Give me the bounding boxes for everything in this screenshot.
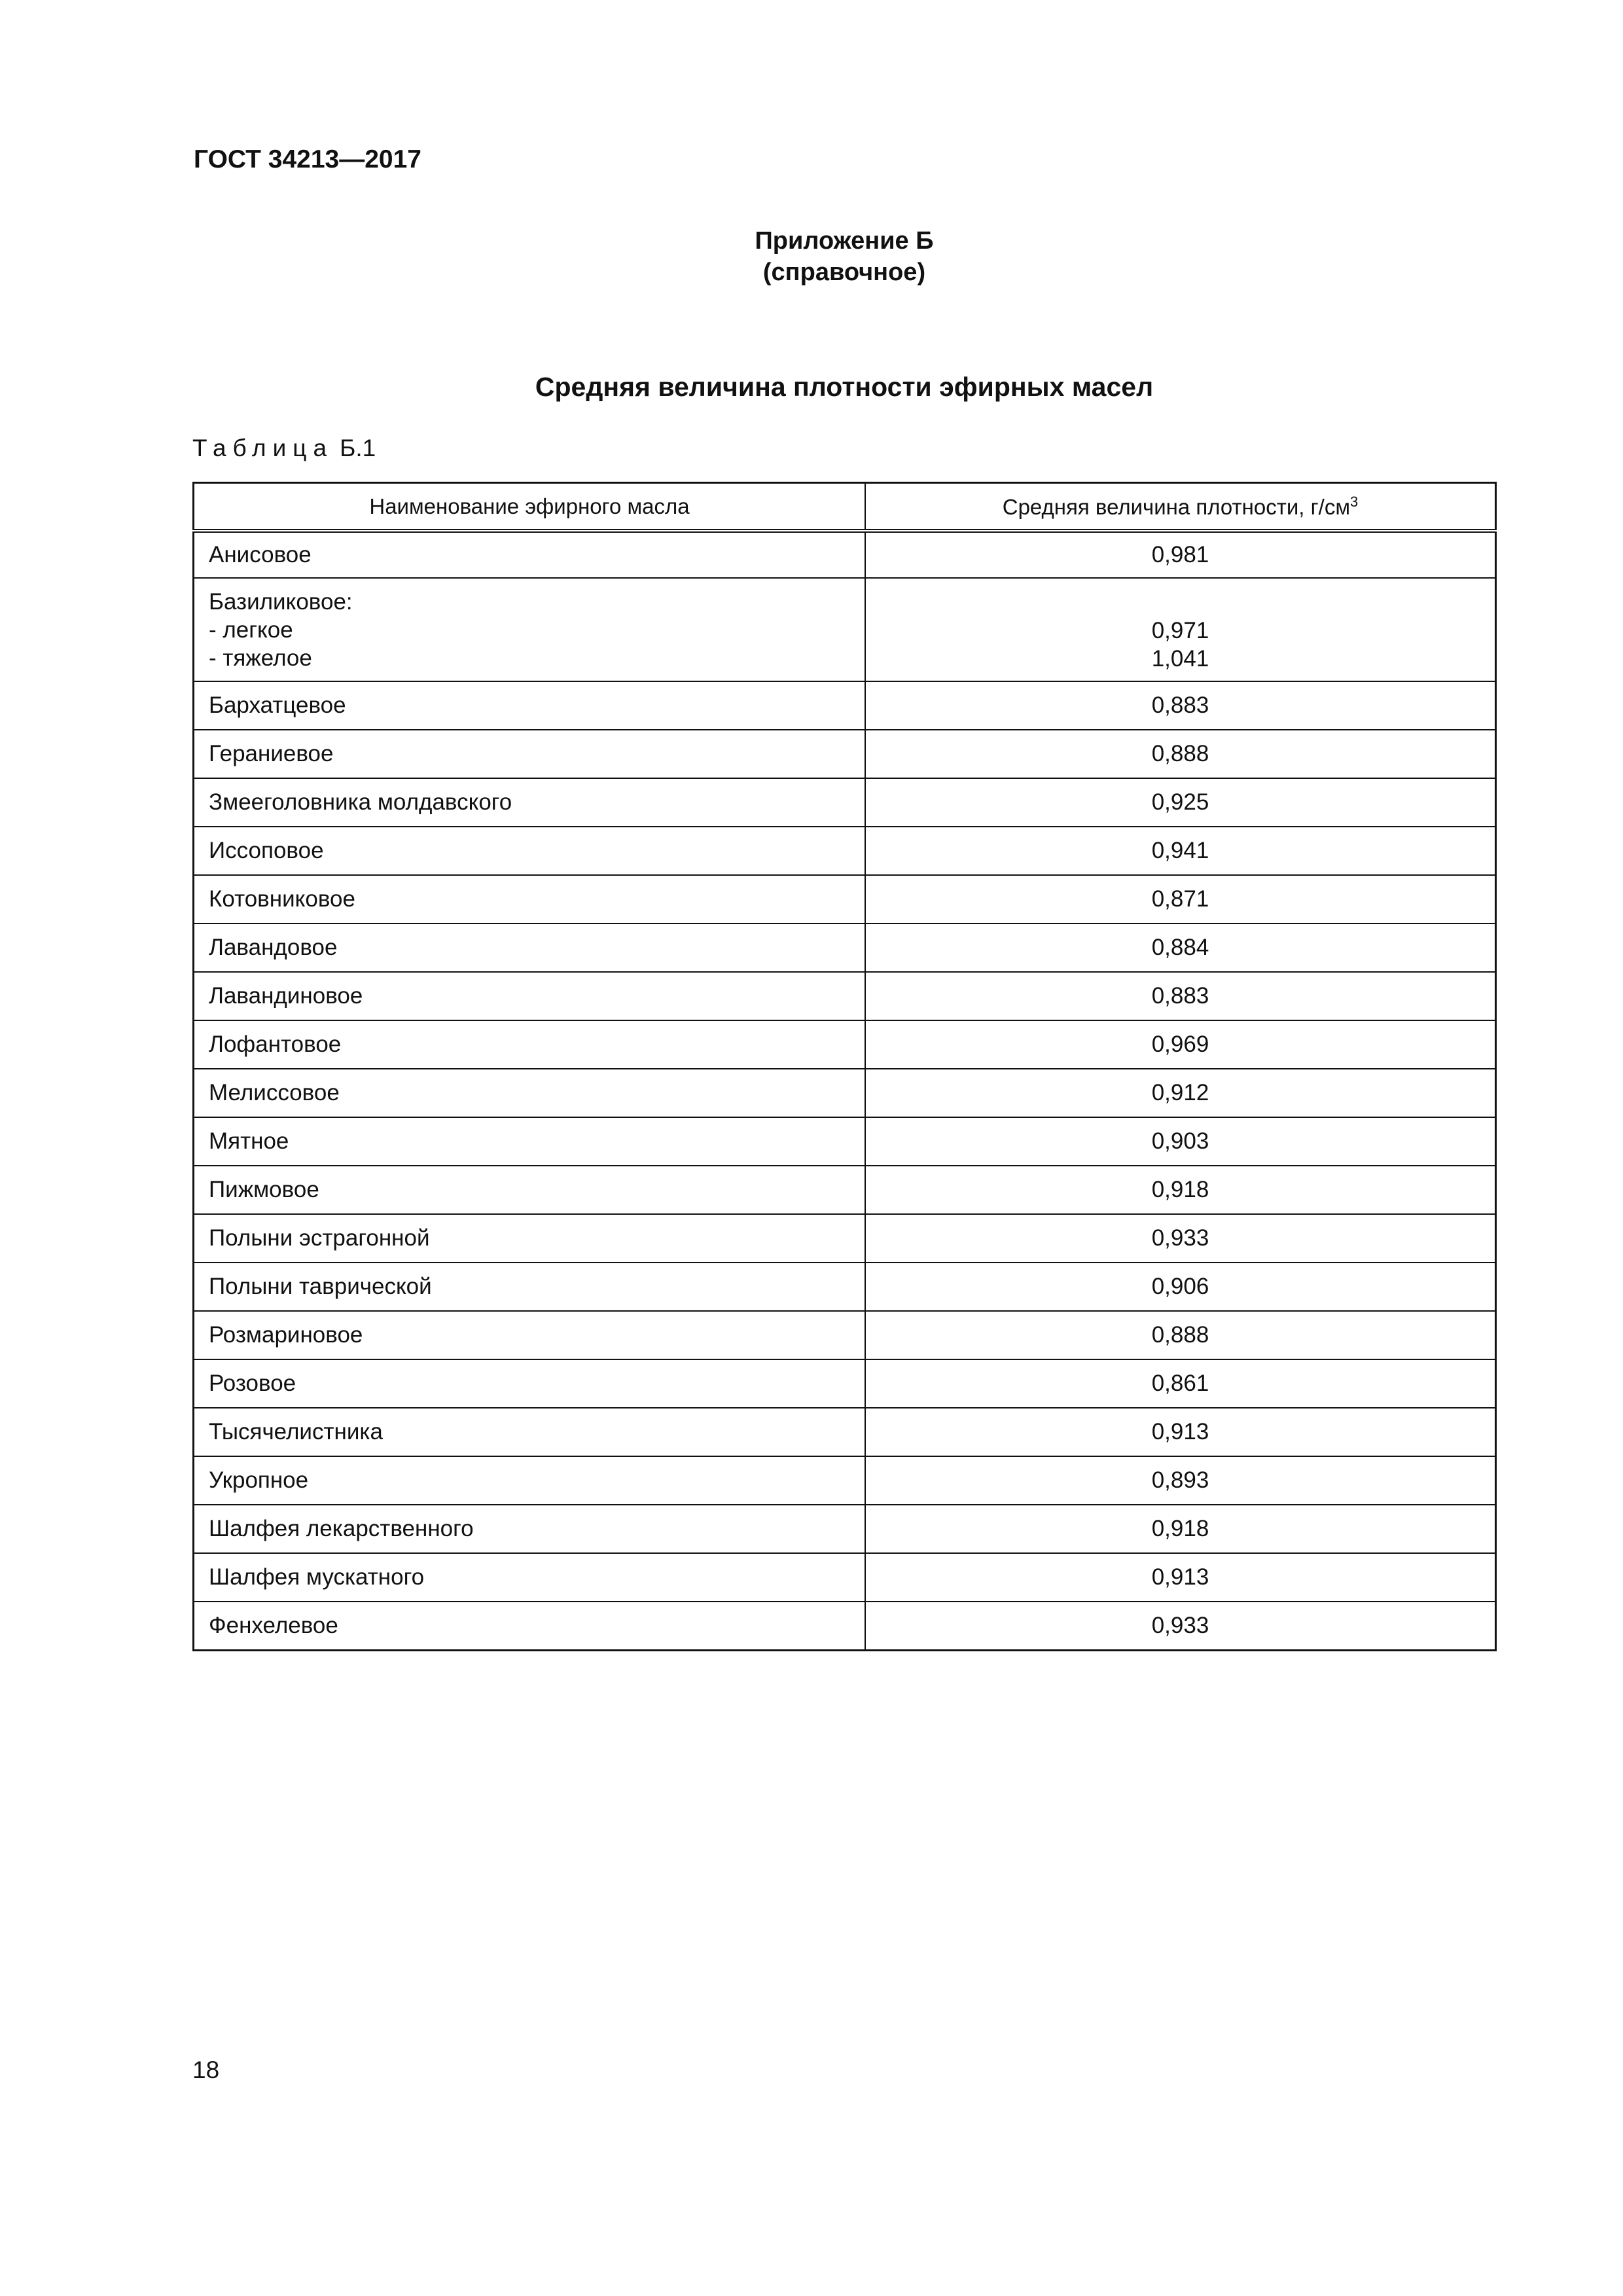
table-row <box>194 1456 1496 1505</box>
basil-heavy-label: - тяжелое <box>209 645 312 671</box>
oil-name: Змееголовника молдавского <box>194 778 866 827</box>
oil-density: 0,883 <box>865 972 1496 1020</box>
oil-density: 0,903 <box>865 1117 1496 1166</box>
table-row <box>194 1408 1496 1456</box>
basil-name: Базиликовое: <box>209 588 353 615</box>
appendix-title: Приложение Б <box>755 227 934 255</box>
oil-density: 0,918 <box>865 1505 1496 1553</box>
oil-density: 0,913 <box>865 1553 1496 1602</box>
oil-name: Шалфея лекарственного <box>194 1505 866 1553</box>
table-row <box>194 1166 1496 1214</box>
oil-density: 0,883 <box>865 681 1496 730</box>
oil-name: Анисовое <box>194 531 866 578</box>
oil-name: Полыни таврической <box>194 1263 866 1311</box>
oil-density: 0,912 <box>865 1069 1496 1117</box>
oil-name: Укропное <box>194 1456 866 1505</box>
oil-density: 0,884 <box>865 924 1496 972</box>
document-code: ГОСТ 34213—2017 <box>194 145 421 173</box>
oil-name: Полыни эстрагонной <box>194 1214 866 1263</box>
table-row <box>194 1602 1496 1650</box>
appendix-heading <box>0 225 1623 288</box>
table-row <box>194 681 1496 730</box>
oil-name: Шалфея мускатного <box>194 1553 866 1602</box>
page-number: 18 <box>192 2056 220 2083</box>
table-row <box>194 778 1496 827</box>
table-row <box>194 972 1496 1020</box>
oil-name: Розмариновое <box>194 1311 866 1359</box>
oil-density: 0,925 <box>865 778 1496 827</box>
oil-density: 0,893 <box>865 1456 1496 1505</box>
table-row <box>194 1020 1496 1069</box>
oil-name: Мятное <box>194 1117 866 1166</box>
oil-density: 0,861 <box>865 1359 1496 1408</box>
oil-name: Фенхелевое <box>194 1602 866 1650</box>
table-row <box>194 1311 1496 1359</box>
table-row <box>194 1263 1496 1311</box>
oil-name: Лавандовое <box>194 924 866 972</box>
oil-density: 0,871 <box>865 875 1496 924</box>
header-density-superscript: 3 <box>1350 493 1359 510</box>
header-density <box>865 483 1496 531</box>
oil-name-basil <box>194 578 866 681</box>
oil-density: 0,913 <box>865 1408 1496 1456</box>
density-table <box>192 482 1497 1651</box>
oil-name: Иссоповое <box>194 827 866 875</box>
table-caption <box>192 435 376 462</box>
oil-name: Пижмовое <box>194 1166 866 1214</box>
oil-density: 0,888 <box>865 1311 1496 1359</box>
oil-density: 0,941 <box>865 827 1496 875</box>
table-row <box>194 1069 1496 1117</box>
table-caption-word: Таблица <box>192 435 334 461</box>
table-header-row <box>194 483 1496 531</box>
table-row <box>194 730 1496 778</box>
table-row <box>194 1505 1496 1553</box>
table-row <box>194 827 1496 875</box>
oil-density: 0,888 <box>865 730 1496 778</box>
header-density-label: Средняя величина плотности, г/см <box>1002 494 1351 519</box>
section-title: Средняя величина плотности эфирных масел <box>535 372 1154 402</box>
oil-density: 0,981 <box>865 531 1496 578</box>
oil-name: Котовниковое <box>194 875 866 924</box>
basil-heavy-value: 1,041 <box>1151 646 1209 672</box>
oil-name: Розовое <box>194 1359 866 1408</box>
oil-density: 0,906 <box>865 1263 1496 1311</box>
oil-density: 0,918 <box>865 1166 1496 1214</box>
oil-name: Тысячелистника <box>194 1408 866 1456</box>
table-row <box>194 1214 1496 1263</box>
basil-light-value: 0,971 <box>1151 618 1209 643</box>
table-row <box>194 1117 1496 1166</box>
oil-name: Гераниевое <box>194 730 866 778</box>
table-row <box>194 924 1496 972</box>
basil-light-label: - легкое <box>209 617 293 643</box>
table-row <box>194 1553 1496 1602</box>
oil-density: 0,933 <box>865 1214 1496 1263</box>
table-row <box>194 1359 1496 1408</box>
oil-name: Лофантовое <box>194 1020 866 1069</box>
oil-density: 0,933 <box>865 1602 1496 1650</box>
oil-name: Лавандиновое <box>194 972 866 1020</box>
table-row-basil <box>194 578 1496 681</box>
appendix-subtitle: (справочное) <box>762 259 926 286</box>
oil-name: Бархатцевое <box>194 681 866 730</box>
table-row <box>194 531 1496 578</box>
table-caption-number: Б.1 <box>340 435 376 461</box>
oil-density: 0,969 <box>865 1020 1496 1069</box>
oil-density-basil <box>865 578 1496 681</box>
table-row <box>194 875 1496 924</box>
oil-name: Мелиссовое <box>194 1069 866 1117</box>
header-oil-name: Наименование эфирного масла <box>194 483 866 531</box>
